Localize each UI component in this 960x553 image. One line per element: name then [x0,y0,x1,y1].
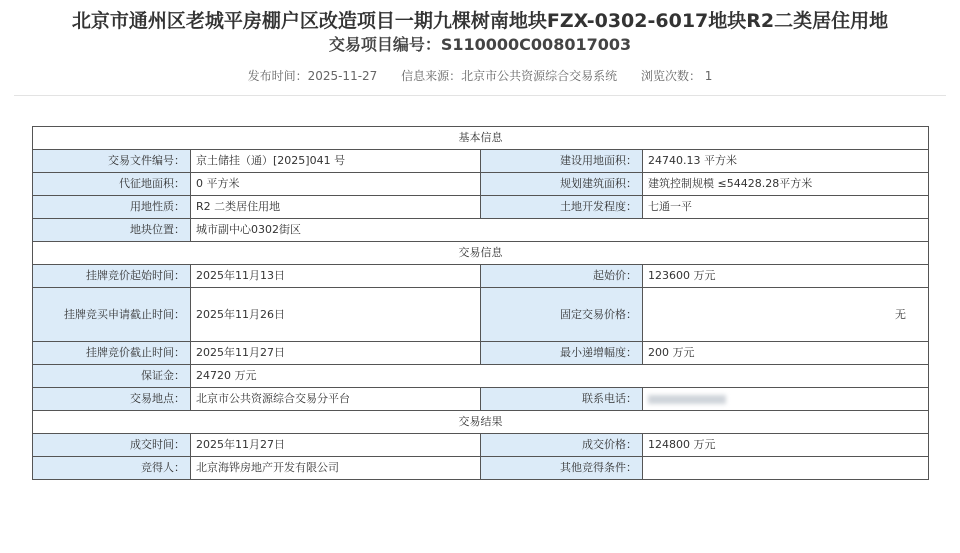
phone-label: 联系电话： [481,388,643,411]
table-row [33,265,929,288]
deal-price-value: 124800 万元 [643,434,929,457]
table-row [33,150,929,173]
place-value: 北京市公共资源综合交易分平台 [191,388,481,411]
view-count: 浏览次数： 1 [640,69,713,83]
agent-area-value: 0 平方米 [191,173,481,196]
redacted-phone [648,395,726,404]
publish-time: 发布时间：2025-11-27 [247,69,378,83]
deposit-value: 24720 万元 [191,365,929,388]
dev-value: 七通一平 [643,196,929,219]
table-row [33,173,929,196]
deal-time-label: 成交时间： [33,434,191,457]
deposit-label: 保证金： [33,365,191,388]
build-area-value: 24740.13 平方米 [643,150,929,173]
start-price-value: 123600 万元 [643,265,929,288]
deal-time-value: 2025年11月27日 [191,434,481,457]
build-area-label: 建设用地面积： [481,150,643,173]
deadline-value: 2025年11月26日 [191,288,481,342]
table-row [33,342,929,365]
deadline-label: 挂牌竞买申请截止时间： [33,288,191,342]
start-time-value: 2025年11月13日 [191,265,481,288]
winner-label: 竞得人： [33,457,191,480]
doc-no-value: 京土储挂（通）[2025]041 号 [191,150,481,173]
table-row [33,219,929,242]
end-time-value: 2025年11月27日 [191,342,481,365]
increment-label: 最小递增幅度： [481,342,643,365]
place-label: 交易地点： [33,388,191,411]
section-row [33,127,929,150]
usage-value: R2 二类居住用地 [191,196,481,219]
section-trade: 交易信息 [33,242,929,265]
other-value [643,457,929,480]
page-title: 北京市通州区老城平房棚户区改造项目一期九棵树南地块FZX-0302-6017地块R2二类居住用地 [71,10,889,32]
other-label: 其他竞得条件： [481,457,643,480]
phone-value [643,388,929,411]
deal-price-label: 成交价格： [481,434,643,457]
table-row [33,434,929,457]
location-value: 城市副中心0302街区 [191,219,929,242]
doc-no-label: 交易文件编号： [33,150,191,173]
table-row [33,196,929,219]
agent-area-label: 代征地面积： [33,173,191,196]
section-row [33,411,929,434]
table-row [33,365,929,388]
usage-label: 用地性质： [33,196,191,219]
plan-area-label: 规划建筑面积： [481,173,643,196]
winner-value: 北京海铧房地产开发有限公司 [191,457,481,480]
info-source: 信息来源：北京市公共资源综合交易系统 [401,69,618,83]
section-row [33,242,929,265]
dev-label: 土地开发程度： [481,196,643,219]
table-row [33,288,929,342]
table-row [33,457,929,480]
meta-bar [0,68,960,84]
increment-value: 200 万元 [643,342,929,365]
plan-area-value: 建筑控制规模 ≤54428.28平方米 [643,173,929,196]
fixed-price-label: 固定交易价格： [481,288,643,342]
end-time-label: 挂牌竞价截止时间： [33,342,191,365]
section-basic: 基本信息 [33,127,929,150]
project-number: 交易项目编号：S110000C008017003 [328,35,632,54]
location-label: 地块位置： [33,219,191,242]
divider [14,95,946,96]
fixed-price-value: 无 [643,288,929,342]
start-price-label: 起始价： [481,265,643,288]
table-row [33,388,929,411]
section-result: 交易结果 [33,411,929,434]
info-table [32,126,929,480]
start-time-label: 挂牌竞价起始时间： [33,265,191,288]
